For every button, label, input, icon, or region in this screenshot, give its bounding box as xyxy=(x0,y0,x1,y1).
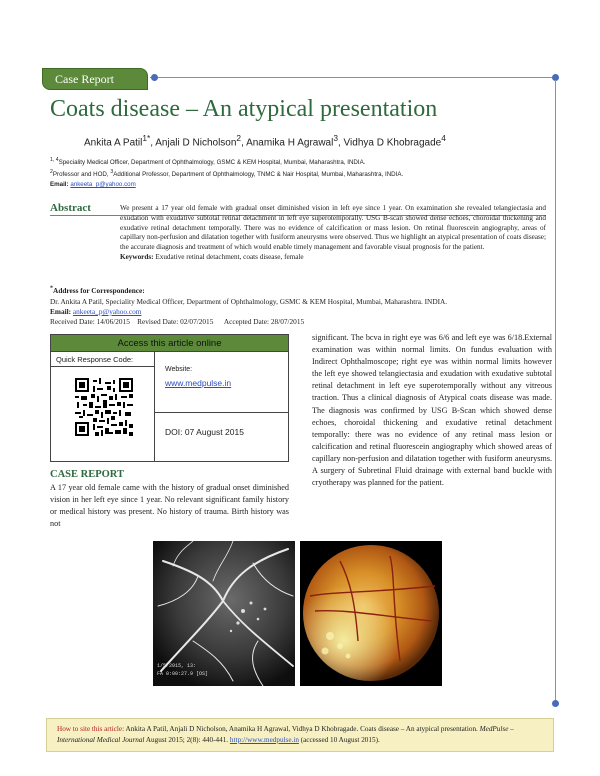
angiography-caption-2: FA 0:00:27.9 [OS] xyxy=(157,671,209,677)
abstract-body xyxy=(120,204,546,263)
correspondence-block xyxy=(50,284,550,328)
abstract-text: We present a 17 year old female with gradual onset diminished vision in left eye since 1 year. On examination she revealed telangiectasia and exudation with exudative subtotal retinal detachment in left eye superotemporally. USG B-scan showed dense echoes, choroidal thickening and exudative retinal detachment temporally. There was no evidence of calcification or mass lesion. On retinal fluorescein angiography, areas of capillary non-perfusion and dilatation together with fusiform aneurysms were observed. Thus we highlight an atypical presentation of coats disease; the accurate diagnosis and treatment of which would enable timely management and favorable visual prognosis for the patient. xyxy=(120,204,546,252)
header-rule xyxy=(150,77,556,78)
author-name: Anjali D Nicholson xyxy=(155,137,237,149)
fundus-photograph xyxy=(300,541,442,686)
angiography-caption-1: 1/5/2015, 13: xyxy=(157,663,197,669)
qr-code-icon[interactable] xyxy=(75,378,133,436)
corr-email-link[interactable]: ankeeta_p@yahoo.com xyxy=(72,307,142,317)
email-label: Email: xyxy=(50,181,69,188)
case-report-left-column: A 17 year old female came with the history of gradual onset diminished vision in her left eye since 1 year. No relevant significant family history or medical history was present. No history of trauma. Birth history was not xyxy=(50,483,289,529)
affiliation-2 xyxy=(50,169,403,178)
author-sup: 4 xyxy=(441,133,446,143)
author-list: Ankita A Patil$^{1*}$, Anjali D Nicholson$^2$, Anamika H Agrawal$^3$, Vidhya D Khobragade$^4$ xyxy=(84,133,446,149)
qr-cell xyxy=(51,352,155,461)
author-name: Vidhya D Khobragade xyxy=(343,137,442,149)
author-sup: 3 xyxy=(333,133,338,143)
author-name: Anamika H Agrawal xyxy=(246,137,334,149)
citation-footer xyxy=(46,718,554,752)
rule-dot-left xyxy=(151,74,158,81)
citation-lead: How to site this article: xyxy=(57,725,125,733)
author-sup: 2 xyxy=(236,133,242,143)
affiliation-sup: 3 xyxy=(110,169,114,175)
website-link[interactable]: www.medpulse.in xyxy=(165,378,232,388)
citation-details: August 2015; 2(8): 440-441. xyxy=(145,735,229,744)
fundus-image-icon xyxy=(300,541,442,686)
corr-address: Dr. Ankita A Patil, Speciality Medical Officer, Department of Ophthalmology, GSMC & KEM Hospital, Mumbai, Maharashtra. INDIA. xyxy=(50,296,448,306)
author-sup: 1* xyxy=(142,133,151,143)
affiliation-1 xyxy=(50,157,365,166)
affiliation-text: Speciality Medical Officer, Department of Ophthalmology, GSMC & KEM Hospital, Mumbai, Maharashtra, INDIA. xyxy=(58,159,366,167)
right-margin-rule xyxy=(555,80,556,704)
website-cell xyxy=(155,352,288,413)
affiliation-sup: 1, 4 xyxy=(50,157,59,163)
corr-label: Address for Correspondence: xyxy=(53,286,145,296)
doi-text: DOI: 07 August 2015 xyxy=(165,427,244,437)
case-report-right-column: significant. The bcva in right eye was 6/6 and left eye was 6/18.External examination was within normal limits. On fundus evaluation with Indirect Ophthalmoscope; right eye was within normal limits however the left eye showed telangiectasia and exudation with exudative subtotal retinal detachment in left eye superotemporally without any vitreous traction. Thus a clinical diagnosis of Atypical coats disease was made. The diagnosis was confirmed by USG B-Scan which showed dense echoes, choroidal thickening and exudative retinal detachment temporally: there was no evidence of any retinal mass lesion or calcification and retinal fluorescein angiography which showed areas of capillary non-perfusion and dilatation together with fusiform aneurysms. A surgery of Subretinal Fluid drainage with external band buckle with cryotherapy was planned for the patient. xyxy=(312,333,552,488)
citation-accessed: (accessed 10 August 2015). xyxy=(300,735,380,744)
keywords-label: Keywords: xyxy=(120,252,154,261)
access-online-box xyxy=(50,334,289,462)
corr-star: * xyxy=(50,286,54,292)
author-email xyxy=(50,181,136,188)
corr-email-label: Email: xyxy=(50,307,72,317)
affiliation-text: Professor and HOD, xyxy=(52,171,111,179)
revised-date: Revised Date: 02/07/2015 xyxy=(137,317,214,327)
fluorescein-angiography-image xyxy=(153,541,295,686)
keywords-text: Exudative retinal detachment, coats disease, female xyxy=(155,252,304,261)
affiliation-text: Additional Professor, Department of Ophthalmology, TNMC & Nair Hospital, Mumbai, Maharashtra, INDIA. xyxy=(113,171,404,179)
abstract-label: Abstract xyxy=(50,202,91,214)
citation-url-link[interactable]: http://www.medpulse.in xyxy=(229,735,299,744)
rule-dot-bottom xyxy=(552,700,559,707)
article-title: Coats disease – An atypical presentation xyxy=(50,96,438,122)
case-report-heading: CASE REPORT xyxy=(50,469,125,480)
access-online-title: Access this article online xyxy=(51,335,288,352)
website-label: Website: xyxy=(165,366,193,373)
article-type-badge: Case Report xyxy=(42,68,148,90)
affiliation-sup: 2 xyxy=(50,169,53,175)
received-date: Received Date: 14/06/2015 xyxy=(50,317,130,327)
author-name: Ankita A Patil xyxy=(84,137,143,149)
accepted-date: Accepted Date: 28/07/2015 xyxy=(223,317,305,327)
citation-journal: MedPulse – International Medical Journal xyxy=(57,725,514,744)
qr-label: Quick Response Code: xyxy=(51,352,154,367)
author-email-link[interactable]: ankeeta_p@yahoo.com xyxy=(70,181,136,188)
citation-text: Ankita A Patil, Anjali D Nicholson, Anamika H Agrawal, Vidhya D Khobragade. Coats disease – An atypical presentation. xyxy=(125,725,478,733)
